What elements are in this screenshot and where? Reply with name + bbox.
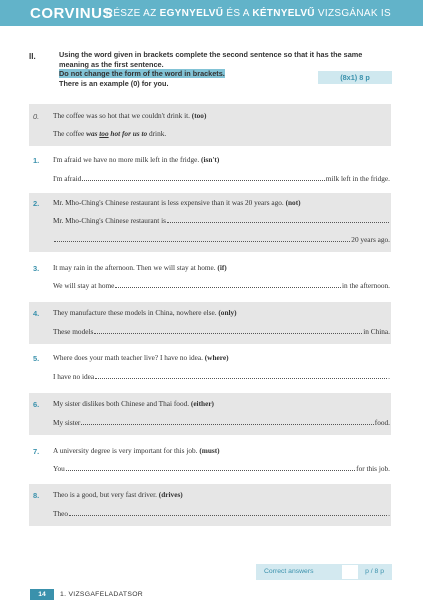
answer-blank[interactable] [167,217,389,223]
item-sentence [53,198,301,207]
item-sentence [53,155,219,164]
answer-line [53,327,390,336]
sentence-text: I'm afraid we have no more milk left in the fridge. [53,155,200,164]
sentence-text: It may rain in the afternoon. Then we will stay at home. [53,263,216,272]
sentence-text: The coffee was so hot that we couldn't drink it. [53,111,190,120]
header-title-bold: KÉTNYELVŰ [252,8,315,19]
item-keyword: (must) [199,446,220,455]
score-input-box[interactable] [342,565,358,579]
line-end-text: in China. [363,327,390,336]
item-number: 0. [33,112,40,121]
score-bar [256,564,392,580]
answer-line [53,372,390,381]
score-points: p / 8 p [365,568,384,575]
item-keyword: (either) [190,399,214,408]
page-number: 14 [30,589,54,600]
example-answer [53,129,166,138]
header-title-bold: EGYNYELVŰ [159,8,224,19]
item-sentence [53,308,237,317]
header-title-part: VIZSGÁNAK IS [314,8,391,19]
item-number: 5. [33,354,40,363]
exercise-item [29,302,391,344]
answer-blank[interactable] [115,282,341,288]
sentence-text: Mr. Mho-Ching's Chinese restaurant is less expensive than it was 20 years ago. [53,198,284,207]
answer-blank[interactable] [66,465,355,471]
line-start-text: My sister [53,418,81,427]
sentence-text: They manufacture these models in China, nowhere else. [53,308,217,317]
answer-blank[interactable] [54,236,350,242]
answer-line [53,509,390,518]
exercise-item [29,393,391,435]
instruction-line: Using the word given in brackets complete the second sentence so that it has the same meaning as the first sentence. [59,50,363,69]
answer-line [53,464,390,473]
points-box: (8x1) 8 p [318,71,392,84]
line-end-text: . [388,372,390,381]
item-keyword: (drives) [158,490,183,499]
item-keyword: (where) [204,353,229,362]
footer-label: 1. VIZSGAFELADATSOR [60,591,144,598]
exercise-item [29,193,391,252]
header-bar [0,0,423,26]
answer-blank[interactable] [82,175,324,181]
line-end-text: . [388,509,390,518]
exercise-item [29,484,391,526]
line-end-text: food. [374,418,390,427]
answer-blank[interactable] [94,328,362,334]
item-number: 2. [33,199,40,208]
item-number: 8. [33,491,40,500]
line-end-text: for this job. [356,464,390,473]
answer-blank[interactable] [69,510,387,516]
answer-line [53,281,390,290]
line-start-text: Theo [53,509,68,518]
header-title-part: ÉS A [223,8,253,19]
instruction-highlight: Do not change the form of the word in brackets. [59,69,225,79]
line-end-text: in the afternoon. [341,281,390,290]
item-number: 6. [33,400,40,409]
header-title [106,8,391,19]
answer-line [53,235,390,244]
item-sentence [53,446,220,455]
item-keyword: (if) [217,263,227,272]
line-start-text: I have no idea [53,372,95,381]
line-start-text: I'm afraid [53,174,82,183]
line-start-text: Mr. Mho-Ching's Chinese restaurant is [53,216,166,225]
score-label: Correct answers [264,568,314,575]
item-number: 1. [33,156,40,165]
line-end-text: milk left in the fridge. [325,174,390,183]
header-title-part: RÉSZE AZ [105,8,160,19]
sentence-text: My sister dislikes both Chinese and Thai food. [53,399,190,408]
item-number: 4. [33,309,40,318]
sentence-text: Theo is a good, but very fast driver. [53,490,157,499]
exercise-item [29,441,391,481]
item-sentence [53,399,214,408]
sentence-text: Where does your math teacher live? I have no idea. [53,353,203,362]
answer-italic: was [86,129,100,138]
answer-line [53,174,390,183]
answer-underlined: too [99,129,109,138]
item-keyword: (isn't) [201,155,220,164]
exercise-item [29,350,391,390]
answer-italic: hot for us to [108,129,148,138]
line-start-text: We will stay at home [53,281,115,290]
answer-line [53,216,390,225]
answer-line [53,418,390,427]
answer-text: drink. [147,129,167,138]
answer-text: The coffee [53,129,87,138]
section-number: II. [29,52,36,61]
item-sentence [53,353,229,362]
line-end-text: 20 years ago. [351,235,390,244]
item-keyword: (too) [191,111,207,120]
item-number: 7. [33,447,40,456]
sentence-text: A university degree is very important for this job. [53,446,198,455]
instruction-line: There is an example (0) for you. [59,78,169,88]
brand-logo: CORVINUS [30,5,113,22]
exercise-item [29,152,391,192]
line-start-text: These models [53,327,94,336]
exercise-item [29,258,391,298]
example-item [29,104,391,146]
item-keyword: (only) [218,308,237,317]
item-sentence [53,490,183,499]
item-sentence [53,111,206,120]
item-sentence [53,263,227,272]
answer-blank[interactable] [81,419,373,425]
answer-blank[interactable] [95,373,387,379]
item-keyword: (not) [285,198,301,207]
item-number: 3. [33,264,40,273]
line-start-text: You [53,464,65,473]
